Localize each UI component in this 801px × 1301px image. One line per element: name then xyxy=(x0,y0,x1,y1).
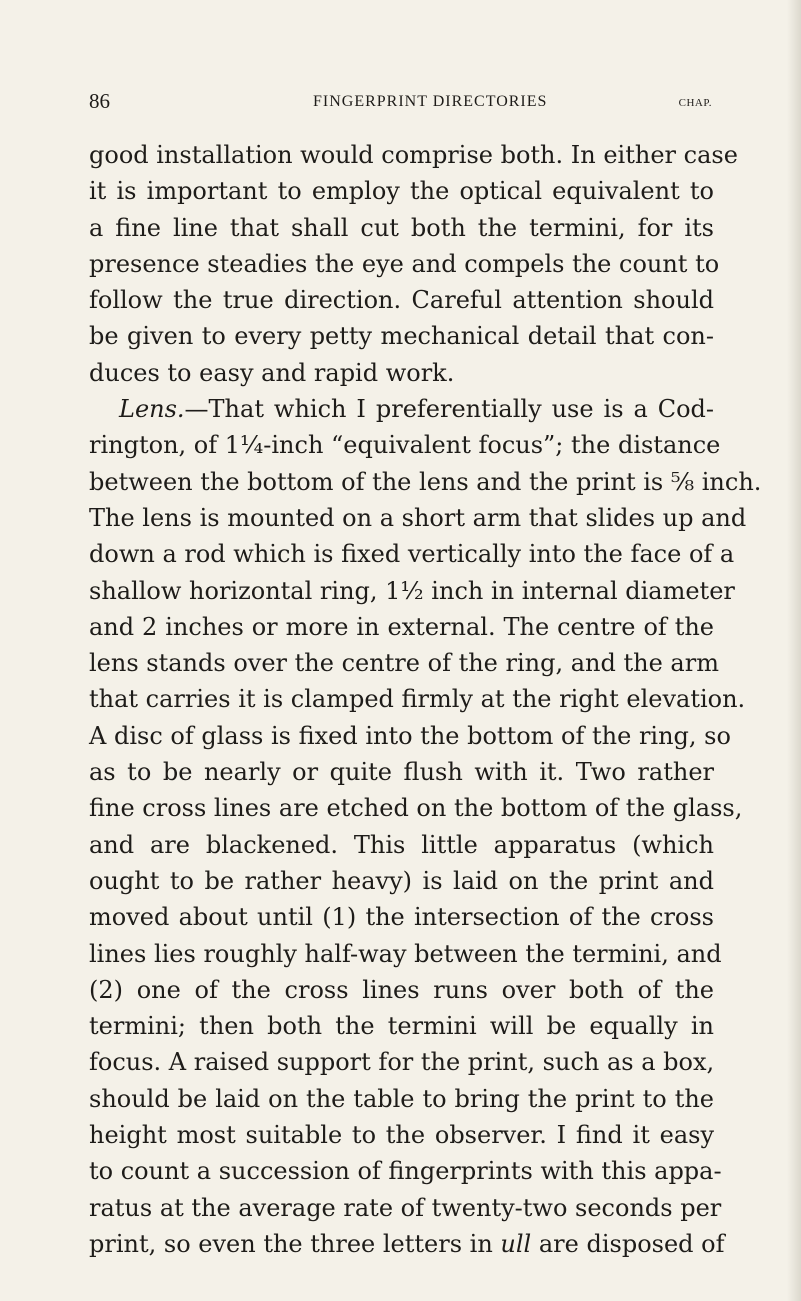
text-line: be given to every petty mechanical detail that con- xyxy=(89,322,714,351)
text-line: good installation would comprise both. In either case xyxy=(89,141,738,169)
text-line-final xyxy=(89,1226,725,1262)
text-line: presence steadies the eye and compels the count to xyxy=(89,249,720,278)
running-title: FINGERPRINT DIRECTORIES xyxy=(313,93,548,110)
text-line: rington, of 1¼-inch “equivalent focus”; the distance xyxy=(89,431,721,460)
text-line: lines lies roughly half-way between the termini, and xyxy=(89,939,722,968)
text-line: a fine line that shall cut both the termini, for its xyxy=(89,213,714,242)
text-line: fine cross lines are etched on the bottom of the glass, xyxy=(89,794,743,823)
running-head xyxy=(89,88,712,118)
text-line: focus. A raised support for the print, such as a box, xyxy=(89,1048,715,1077)
text-line: down a rod which is fixed vertically into the face of a xyxy=(89,540,735,569)
text-line: height most suitable to the observer. I find it easy xyxy=(89,1121,714,1150)
text-line: ought to be rather heavy) is laid on the print and xyxy=(89,866,714,895)
text-line: (2) one of the cross lines runs over both of the xyxy=(89,975,714,1004)
body-text xyxy=(89,137,762,1262)
text-line: The lens is mounted on a short arm that slides up and xyxy=(89,503,747,532)
text-line: follow the true direction. Careful attention should xyxy=(89,286,714,315)
text-line: as to be nearly or quite flush with it. Two rather xyxy=(89,758,714,787)
text-line: should be laid on the table to bring the print to the xyxy=(89,1084,714,1113)
text-line: ratus at the average rate of twenty-two seconds per xyxy=(89,1193,722,1222)
text-line: it is important to employ the optical equivalent to xyxy=(89,177,714,206)
chapter-label: CHAP. xyxy=(678,97,712,109)
text-line: A disc of glass is fixed into the bottom of the ring, so xyxy=(89,721,731,750)
text-line: and 2 inches or more in external. The centre of the xyxy=(89,612,714,641)
text-line: shallow horizontal ring, 1½ inch in internal diameter xyxy=(89,576,735,605)
text-line: moved about until (1) the intersection of the cross xyxy=(89,903,714,932)
text-line: duces to easy and rapid work. xyxy=(89,358,455,387)
italic-letters: ull xyxy=(500,1229,532,1258)
page-edge-shadow xyxy=(787,0,801,1301)
text-line: and are blackened. This little apparatus (which xyxy=(89,830,714,859)
lens-heading: Lens. xyxy=(119,395,185,424)
page-number: 86 xyxy=(89,89,110,113)
text-line: lens stands over the centre of the ring, and the arm xyxy=(89,649,719,678)
text-line: to count a succession of fingerprints with this appa- xyxy=(89,1157,722,1186)
text-line: termini; then both the termini will be equally in xyxy=(89,1012,714,1041)
text-line-lens xyxy=(89,391,714,427)
lens-text: —That which I preferentially use is a Cod- xyxy=(184,395,714,424)
final-text-start: print, so even the three letters in xyxy=(89,1229,501,1258)
final-text-end: are disposed of xyxy=(531,1229,725,1258)
text-line: that carries it is clamped firmly at the right elevation. xyxy=(89,685,746,714)
text-line: between the bottom of the lens and the print is ⅝ inch. xyxy=(89,467,762,496)
